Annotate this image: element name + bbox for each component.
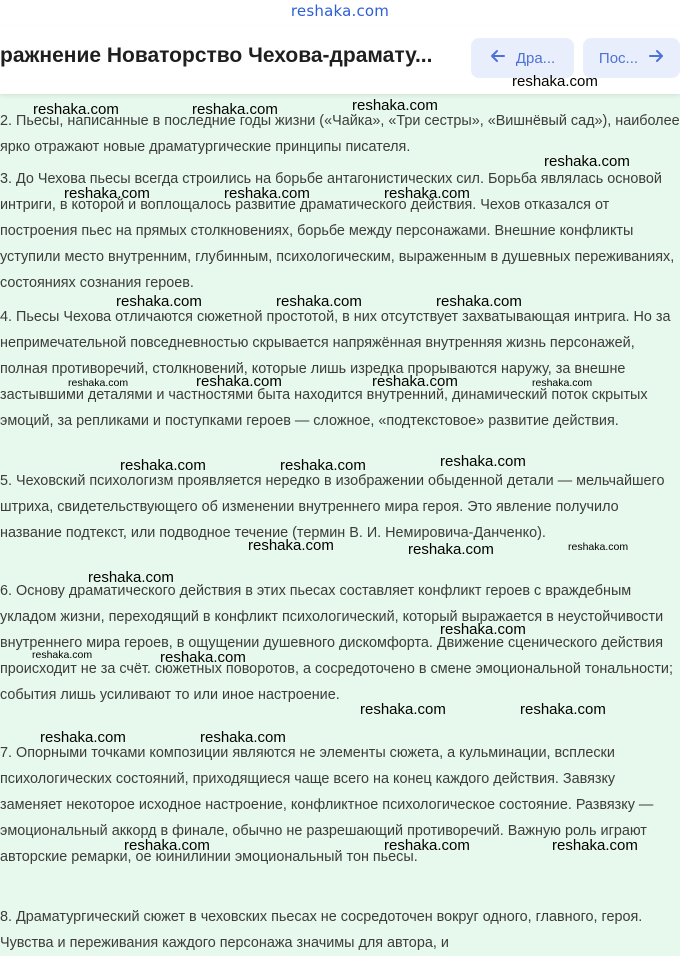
watermark-text: reshaka.com — [440, 621, 526, 638]
watermark-text: reshaka.com — [124, 837, 210, 854]
watermark-text: reshaka.com — [33, 101, 119, 118]
watermark-text: reshaka.com — [552, 837, 638, 854]
watermark-text: reshaka.com — [192, 101, 278, 118]
top-strip — [0, 0, 680, 26]
prev-button-label: Дра... — [515, 49, 556, 67]
watermark-text: reshaka.com — [352, 97, 438, 114]
list-item: 5. Чеховский психологизм проявляется нередко в изображении обыденной детали — мельчайшего штриха, свидетельствующего об изменении внутреннего мира героя. Это явление получило название подтекст, или подводное течение (термин В. И. Немировича-Данченко). — [0, 473, 665, 541]
watermark-text: reshaka.com — [116, 293, 202, 310]
watermark-text: reshaka.com — [68, 377, 129, 389]
watermark-text: reshaka.com — [120, 457, 206, 474]
list-item: 4. Пьесы Чехова отличаются сюжетной простотой, в них отсутствует захватывающая интрига. Но за непримечательной повседневностью скрывается напряжённая внутренняя жизнь персонажей, полная противоречий, столкновений, которые лишь изредка прорываются наружу, за внешне застывшими деталями и частностями быта находится внутренний, динамический поток скрытых эмоций, за репликами и поступками героев — сложное, «подтекстовое» развитие действия. — [0, 309, 671, 429]
watermark-text: reshaka.com — [436, 293, 522, 310]
watermark-text: reshaka.com — [512, 73, 598, 90]
next-button-label: Пос... — [598, 49, 639, 67]
site-url[interactable]: reshaka.com — [290, 2, 390, 20]
watermark-text: reshaka.com — [64, 185, 150, 202]
watermark-text: reshaka.com — [224, 185, 310, 202]
watermark-text: reshaka.com — [372, 373, 458, 390]
watermark-text: reshaka.com — [200, 729, 286, 746]
page-title: ражнение Новаторство Чехова-драмату... — [0, 44, 433, 67]
watermark-text: reshaka.com — [532, 377, 593, 389]
watermark-text: reshaka.com — [88, 569, 174, 586]
arrow-right-icon — [648, 48, 664, 68]
watermark-text: reshaka.com — [544, 153, 630, 170]
watermark-text: reshaka.com — [568, 541, 629, 553]
prev-button[interactable] — [471, 38, 574, 78]
watermark-text: reshaka.com — [160, 649, 246, 666]
list-item: 7. Опорными точками композиции являются не элементы сюжета, а кульминации, всплески психологических состояний, приходящиеся чаще всего на конец каждого действия. Завязку заменяет некоторое исходное настроение, конфликтное психологическое состояние. Развязку — эмоциональный аккорд в финале, обычно не разрешающий противоречий. Важную роль играют авторские ремарки, ое юинилинии эмоциональный тон пьесы. — [0, 745, 654, 865]
arrow-left-icon — [490, 48, 506, 68]
watermark-text: reshaka.com — [40, 729, 126, 746]
watermark-text: reshaka.com — [384, 837, 470, 854]
watermark-text: reshaka.com — [276, 293, 362, 310]
list-item: 3. До Чехова пьесы всегда строились на борьбе антагонистических сил. Борьба являлась основой интриги, в которой и воплощалось развитие драматического действия. Чехов отказался от построения пьес на прямых столкновениях, борьбе между персонажами. Внешние конфликты уступили место внутренним, глубинным, психологическим, выраженным в душевных переживаниях, состояниях сознания героев. — [0, 171, 675, 291]
next-button[interactable] — [583, 38, 680, 78]
watermark-text: reshaka.com — [520, 701, 606, 718]
watermark-text: reshaka.com — [360, 701, 446, 718]
list-item: 8. Драматургический сюжет в чеховских пьесах не сосредоточен вокруг одного, главного, героя. Чувства и переживания каждого персонажа значимы для автора, и — [0, 909, 643, 951]
watermark-text: reshaka.com — [408, 541, 494, 558]
list-item: 2. Пьесы, написанные в последние годы жизни («Чайка», «Три сестры», «Вишнёвый сад»), наиболее ярко отражают новые драматургические принципы писателя. — [0, 113, 680, 155]
watermark-text: reshaka.com — [384, 185, 470, 202]
watermark-text: reshaka.com — [440, 453, 526, 470]
list-item: 6. Основу драматического действия в этих пьесах составляет конфликт героев с враждебным укладом жизни, переходящий в конфликт психологический, который выражается в неустойчивости внутреннего мира героев, в ощущении душевного дискомфорта. Движение сценического действия происходит не за счёт. сюжетных поворотов, а сосредоточено в смене эмоциональной тональности; события лишь усиливают то или иное настроение. — [0, 583, 673, 703]
watermark-text: reshaka.com — [248, 537, 334, 554]
watermark-text: reshaka.com — [280, 457, 366, 474]
watermark-text: reshaka.com — [32, 649, 93, 661]
watermark-text: reshaka.com — [196, 373, 282, 390]
